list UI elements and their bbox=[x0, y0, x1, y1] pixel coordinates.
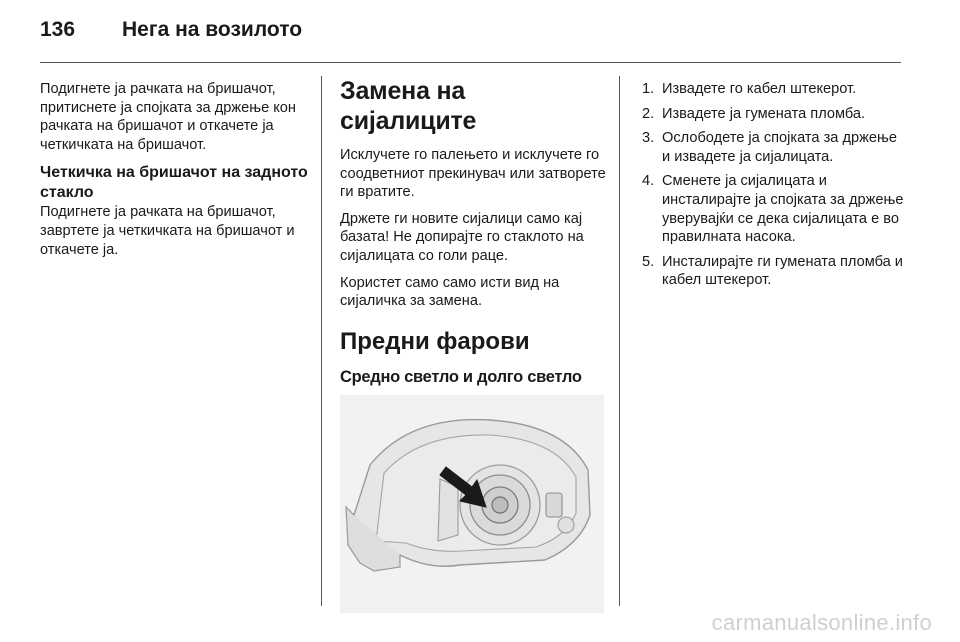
header-rule bbox=[40, 62, 901, 63]
bulb-para-1: Исклучете го палењето и исклучете го соодветниот прекинувач или затворете ги вратите. bbox=[340, 147, 606, 201]
column-3 bbox=[642, 80, 904, 296]
step-item: 1. Извадете го кабел штекерот. bbox=[642, 81, 857, 97]
rear-wiper-heading: Четкичка на бришачот на задното стакло bbox=[40, 164, 308, 202]
step-item: 3. Ослободете ја спојката за држење и извадете ја сијалицата. bbox=[642, 130, 897, 165]
headlights-heading: Предни фарови bbox=[340, 327, 530, 355]
step-item: 2. Извадете ја гумената пломба. bbox=[642, 105, 866, 122]
column-divider-1 bbox=[321, 76, 322, 606]
watermark: carmanualsonline.info bbox=[711, 610, 932, 635]
headlight-drawing bbox=[340, 395, 604, 613]
rear-wiper-paragraph: Подигнете ја рачката на бришачот, завртете ја четкичката на бришачот и откачете ја. bbox=[40, 204, 295, 258]
column-2 bbox=[340, 77, 606, 613]
wiper-paragraph: Подигнете ја рачката на бришачот, притиснете ја спојката за држење кон рачката на бришачот и откачете ја четкичката на бришачот. bbox=[40, 81, 296, 153]
column-divider-2 bbox=[619, 76, 620, 606]
steps-list bbox=[642, 80, 904, 290]
beam-subheading: Средно светло и долго светло bbox=[340, 367, 582, 386]
step-item: 4. Сменете ја сијалицата и инсталирајте ја спојката за држење уверувајќи се дека сијалицата е во правилната насока. bbox=[642, 173, 904, 246]
bulb-para-2: Држете ги новите сијалици само кај базата! Не допирајте го стаклото на сијалицата со голи раце. bbox=[340, 210, 584, 264]
page-header bbox=[40, 18, 302, 48]
running-title: Нега на возилото bbox=[122, 18, 303, 41]
step-item: 5. Инсталирајте ги гумената пломба и кабел штекерот. bbox=[642, 253, 903, 289]
headlight-illustration bbox=[340, 395, 604, 613]
page-number: 136 bbox=[40, 18, 76, 41]
bulb-para-3: Користет само само исти вид на сијаличка за замена. bbox=[340, 274, 560, 310]
column-1 bbox=[40, 80, 308, 267]
bulb-replacement-heading: Замена на сијалиците bbox=[340, 77, 477, 135]
